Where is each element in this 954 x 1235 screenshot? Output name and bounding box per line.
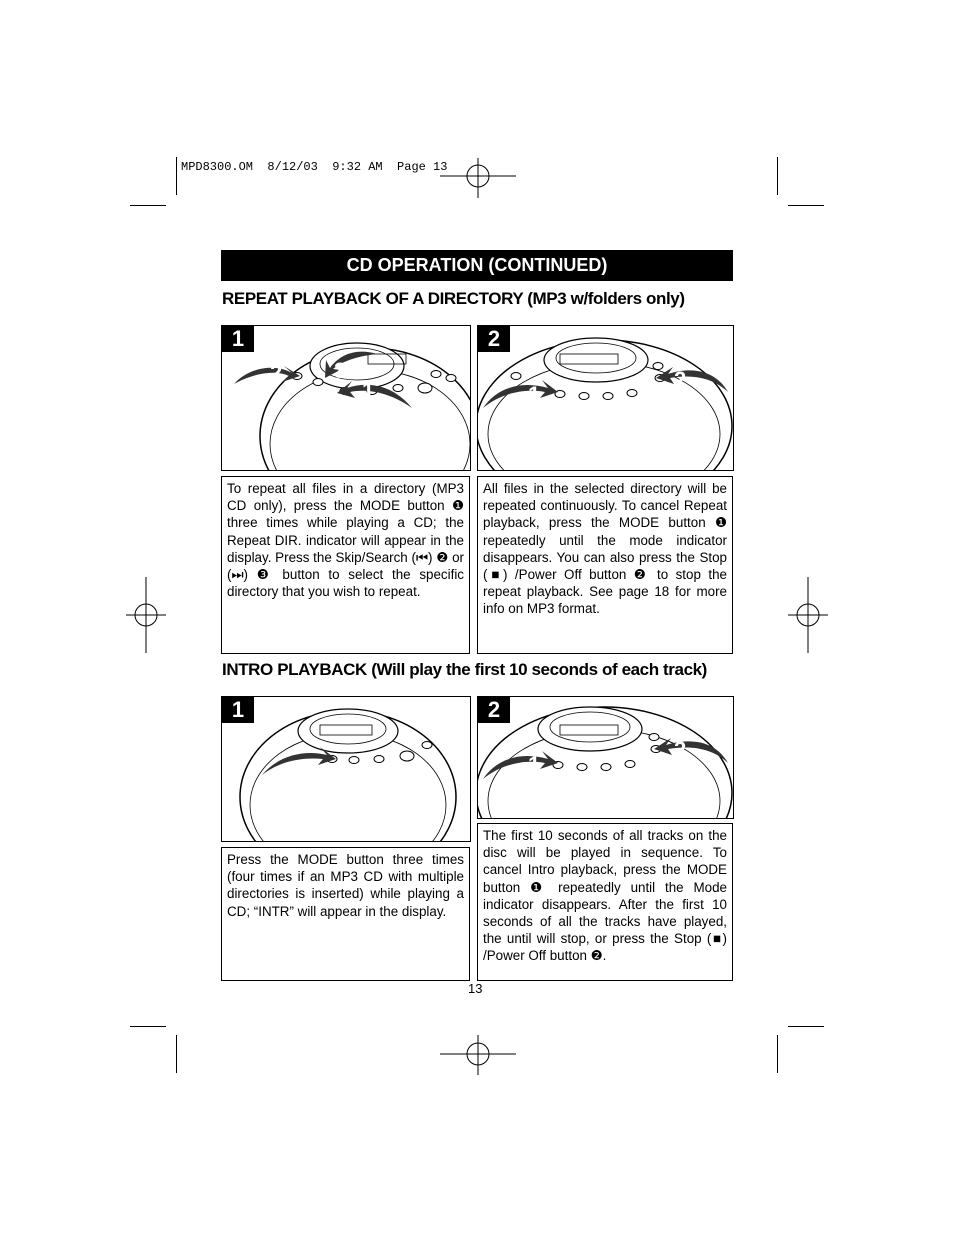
cd-player-drawing xyxy=(478,326,733,470)
callout-2: 2 xyxy=(674,367,687,392)
callout-3: 3 xyxy=(334,358,347,383)
crop-mark-top-right-h xyxy=(788,205,824,206)
callout-2: 2 xyxy=(270,360,283,385)
registration-target-right xyxy=(788,577,828,653)
print-slug: MPD8300.OM 8/12/03 9:32 AM Page 13 xyxy=(181,160,448,174)
intro-playback-heading: INTRO PLAYBACK (Will play the first 10 seconds of each track) xyxy=(222,660,707,679)
cd-player-drawing xyxy=(222,326,470,470)
repeat-step2-illustration xyxy=(477,325,734,471)
page-number: 13 xyxy=(468,981,483,996)
intro-step2-text: The first 10 seconds of all tracks on the disc will be played in sequence. To cancel Intro playback, press the MODE button ❶ repeatedly until the Mode indicator disappears. After the first 10 seconds of all the tracks have played, the until will stop, or press the Stop (■) /Power Off button ❷. xyxy=(477,823,733,981)
crop-mark-bottom-left-v xyxy=(176,1035,177,1073)
repeat-directory-heading: REPEAT PLAYBACK OF A DIRECTORY (MP3 w/folders only) xyxy=(222,289,685,308)
section-banner: CD OPERATION (CONTINUED) xyxy=(221,250,733,281)
crop-mark-bottom-right-h xyxy=(788,1026,824,1027)
repeat-step2-text: All files in the selected directory will be repeated continuously. To cancel Repeat playback, press the MODE button ❶ repeatedly until the mode indicator disappears. You can also press the Stop (■) /Power Off button ❷ to stop the repeat playback. See page 18 for more info on MP3 format. xyxy=(477,476,733,654)
callout-1: 1 xyxy=(528,382,541,407)
crop-mark-bottom-left-h xyxy=(130,1026,166,1027)
registration-target-top xyxy=(440,158,516,198)
cd-player-drawing xyxy=(222,697,470,841)
step-number: 1 xyxy=(222,326,254,352)
repeat-step1-illustration xyxy=(221,325,471,471)
callout-2: 2 xyxy=(674,737,687,762)
repeat-step1-text: To repeat all files in a directory (MP3 CD only), press the MODE button ❶ three times while playing a CD; the Repeat DIR. indicator will appear in the display. Press the Skip/Search (⏮) ❷ or (⏭) ❸ button to select the specific directory that you wish to repeat. xyxy=(221,476,470,654)
callout-1: 1 xyxy=(528,752,541,777)
callout-1: 1 xyxy=(362,378,375,403)
cd-player-drawing xyxy=(478,697,733,818)
registration-target-left xyxy=(126,577,166,653)
step-number: 2 xyxy=(478,697,510,723)
step-number: 2 xyxy=(478,326,510,352)
crop-mark-bottom-right-v xyxy=(777,1035,778,1073)
crop-mark-top-left-v xyxy=(176,157,177,195)
intro-step1-text: Press the MODE button three times (four times if an MP3 CD with multiple directories is inserted) while playing a CD; “INTR” will appear in the display. xyxy=(221,847,470,981)
intro-step1-illustration xyxy=(221,696,471,842)
intro-step2-illustration xyxy=(477,696,734,819)
crop-mark-top-left-h xyxy=(130,205,166,206)
crop-mark-top-right-v xyxy=(777,157,778,195)
step-number: 1 xyxy=(222,697,254,723)
registration-target-bottom xyxy=(440,1035,516,1075)
